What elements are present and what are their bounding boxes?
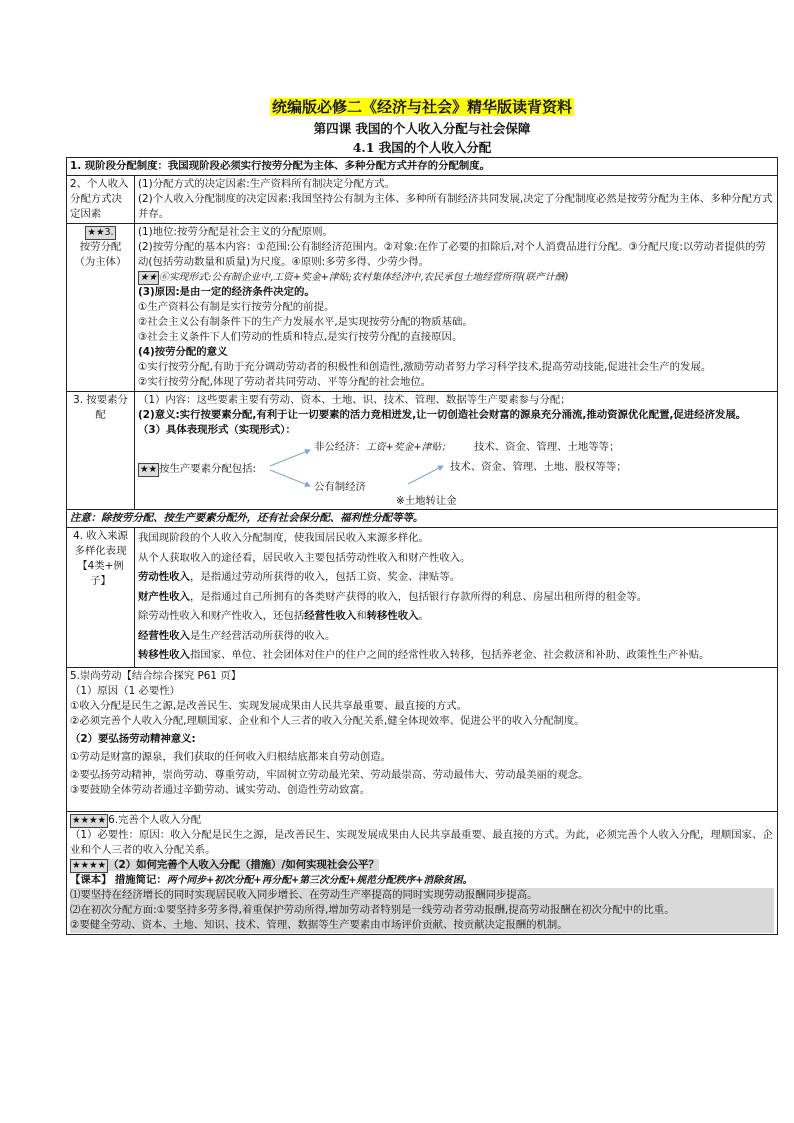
importance-stars: ★★★★ [72,814,107,826]
determining-factors-label: 2、个人收入分配方式决定因素 [67,176,135,224]
distribution-by-factors-content: （1）内容：这些要素主要有劳动、资本、土地、识、技术、管理、数据等生产要素参与分配； (2)意义:实行按要素分配,有利于让一切要素的活力竞相迸发,让一切创造社会财富的源泉充分涌流,推动资源优化配置,促进经济发展。 （3）具体表现形式（实现形式）： ★★ 按生产要素分配包括: 非公经济：工资+奖金+津贴； 技术、资金、管理、土地等等； 公有制经济 技术、资金、管理、土地、股权等等； ※土地转让金 [135,392,778,510]
row-improve-distribution [67,811,778,934]
distribution-by-work-label: ★★3. 按劳分配（为主体） [67,224,135,392]
income-sources-label: 4. 收入来源多样化表现【4类+例子】 [67,528,135,668]
importance-stars: ★★ [140,272,158,283]
row-income-sources [67,528,778,668]
diagram-note: ※土地转让金 [396,495,457,507]
realization-form: ★★ ⑥实现形式:公有制企业中,工资+奖金+津贴;农村集体经济中,农民承包土地经营所得(联产计酬) [140,272,569,283]
diagram-public-items: 技术、资金、管理、土地、股权等等； [450,461,627,473]
importance-stars: ★★3. [87,227,114,238]
factor-distribution-diagram [138,438,774,508]
diagram-nonpublic-items: 技术、资金、管理、土地等等； [474,441,620,453]
distribution-by-work-content: (1)地位:按劳分配是社会主义的分配原则。 (2)按劳分配的基本内容：①范围:公有制经济范围内。②对象:在作了必要的扣除后,对个人消费品进行分配。③分配尺度:以劳动者提供的劳动(包括劳动数量和质量)为尺度。④原则:多劳多得、少劳少得。 ★★ ⑥实现形式:公有制企业中,工资+奖金+津贴;农村集体经济中,农民承包土地经营所得(联产计酬) (3)原因:是由一定的经济条件决定的。 ①生产资料公有制是实行按劳分配的前提。 ②社会主义公有制条件下的生产力发展水平,是实现按劳分配的物质基础。 ③社会主义条件下人们劳动的性质和特点,是实行按劳分配的直接原因。 (4)按劳分配的意义 ①实行按劳分配,有助于充分调动劳动者的积极性和创造性,激励劳动者努力学习科学技术,提高劳动技能,促进社会生产的发展。 ②实行按劳分配,体现了劳动者共同劳动、平等分配的社会地位。 [135,224,778,392]
arrow-to-nonpublic [270,450,310,466]
section-title: 4.1 我国的个人收入分配 [352,140,492,155]
row-attention-note [67,510,778,528]
diagram-nonpublic: 非公经济：工资+奖金+津贴； [314,441,451,453]
row-respect-labor [67,667,778,811]
improve-distribution-content: ★★★★ 6.完善个人收入分配 （1）必要性：原因：收入分配是民生之源，是改善民生、实现发展成果由人民共享最重要、最直接的方式。为此，必须完善个人收入分配，理顺国家、企业和个人三者的收入分配关系。 ★★★★ （2）如何完善个人收入分配（措施）/如何实现社会公平？ 【课本】 措施简记：两个同步+初次分配+再分配+第三次分配+规范分配秩序+消除贫困。 ⑴要坚持在经济增长的同时实现居民收入同步增长、在劳动生产率提高的同时实现劳动报酬同步提高。 ⑵在初次分配方面:①要坚持多劳多得,着重保护劳动所得,增加劳动者特别是一线劳动者劳动报酬,提高劳动报酬在初次分配中的比重。 ②要健全劳动、资本、土地、知识、技术、管理、数据等生产要素由市场评价贡献、按贡献决定报酬的机制。 [67,811,778,934]
distribution-system-text: 1. 现阶段分配制度：我国现阶段必须实行按劳分配为主体、多种分配方式并存的分配制度。 [67,158,778,176]
determining-factors-content: (1)分配方式的决定因素:生产资料所有制决定分配方式。 (2)个人收入分配制度的决定因素:我国坚持公有制为主体、多种所有制经济共同发展,决定了分配制度必然是按劳分配为主体、多种分配方式并存。 [135,176,778,224]
arrow-to-public-items [408,466,443,484]
row-distribution-by-factors [67,392,778,510]
income-sources-content: 我国现阶段的个人收入分配制度，使我国居民收入来源多样化。 从个人获取收入的途径看，居民收入主要包括劳动性收入和财产性收入。 劳动性收入，是指通过劳动所获得的收入，包括工资、奖金、津贴等。 财产性收入，是指通过自己所拥有的各类财产获得的收入，包括银行存款所得的利息、房屋出租所得的租金等。 除劳动性收入和财产性收入，还包括经营性收入和转移性收入。 经营性收入是生产经营活动所获得的收入。 转移性收入指国家、单位、社会团体对住户的住户之间的经常性收入转移，包括养老金、社会救济和补助、政策性生产补贴。 [135,528,778,668]
row-determining-factors [67,176,778,224]
distribution-by-factors-label: 3. 按要素分配 [67,392,135,510]
document-title: 统编版必修二《经济与社会》精华版读背资料 [271,98,572,116]
diagram-public: 公有制经济 [314,481,366,493]
importance-stars: ★★ [140,464,158,475]
row-distribution-system [67,158,778,176]
notes-table [66,157,778,935]
document-page [66,96,778,935]
row-distribution-by-work [67,224,778,392]
lesson-title: 第四课 我国的个人收入分配与社会保障 [313,121,531,136]
attention-note-text: 注意：除按劳分配、按生产要素分配外，还有社会保分配、福利性分配等等。 [67,510,778,528]
respect-labor-content: 5.崇尚劳动【结合综合探究 P61 页】 （1）原因（1 必要性） ①收入分配是民生之源,是改善民生、实现发展成果由人民共享最重要、最直接的方式。 ②必须完善个人收入分配,理顺国家、企业和个人三者的收入分配关系,健全体现效率、促进公平的收入分配制度。 （2）要弘扬劳动精神意义: ①劳动是财富的源泉，我们获取的任何收入归根结底都来自劳动创造。 ②要弘扬劳动精神，崇尚劳动、尊重劳动，牢固树立劳动最光荣、劳动最崇高、劳动最伟大、劳动最美丽的观念。 ③要鼓励全体劳动者通过辛勤劳动、诚实劳动、创造性劳动致富。 [67,667,778,811]
arrow-to-public [270,470,310,486]
diagram-root: ★★ 按生产要素分配包括: [140,463,257,475]
importance-stars: ★★★★ [72,859,107,871]
